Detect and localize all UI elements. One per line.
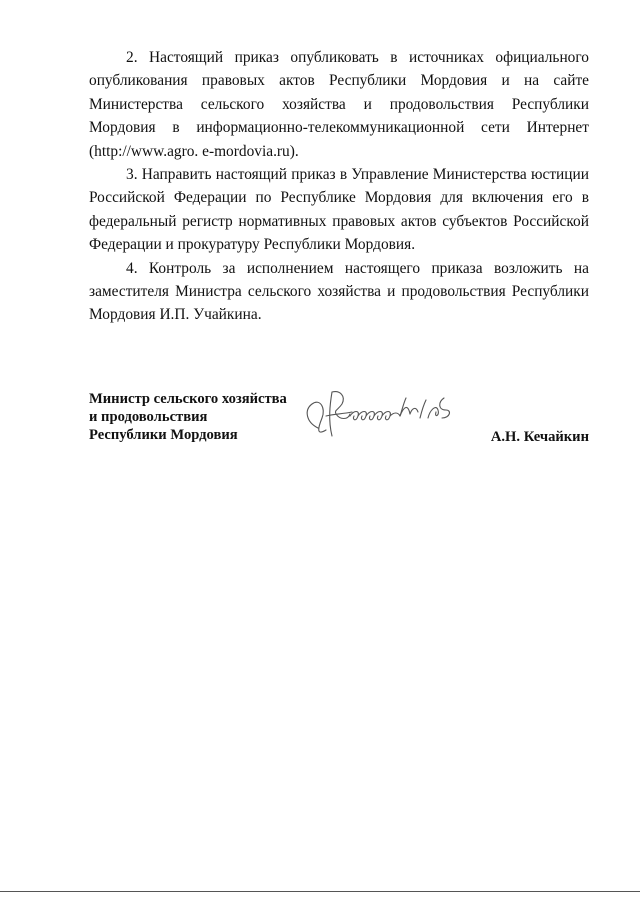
paragraph-publication: 2. Настоящий приказ опубликовать в источниках официального опубликования правовых актов Республики Мордовия и на сайте Министерства сельского хозяйства и продовольствия Республики Мордовия в информационно-телекоммуникационной сети Интернет (http://www.agro. e-mordovia.ru). — [89, 49, 589, 160]
paragraph-registration: 3. Направить настоящий приказ в Управление Министерства юстиции Российской Федерации по Республике Мордовия для включения его в федеральный регистр нормативных правовых актов субъектов Российской Федерации и прокуратуру Республики Мордовия. — [89, 166, 589, 254]
footer-rule — [0, 891, 640, 892]
paragraph-control: 4. Контроль за исполнением настоящего приказа возложить на заместителя Министра сельского хозяйства и продовольствия Республики Мордовия И.П. Учайкина. — [89, 259, 589, 324]
signer-position-line: и продовольствия — [89, 409, 208, 425]
signer-position — [89, 390, 287, 444]
handwritten-signature — [296, 380, 466, 450]
document-body — [89, 46, 589, 327]
signer-position-line: Министр сельского хозяйства — [89, 391, 287, 407]
signer-position-line: Республики Мордовия — [89, 427, 238, 443]
signer-name: А.Н. Кечайкин — [490, 429, 589, 445]
signature-block — [89, 390, 589, 460]
